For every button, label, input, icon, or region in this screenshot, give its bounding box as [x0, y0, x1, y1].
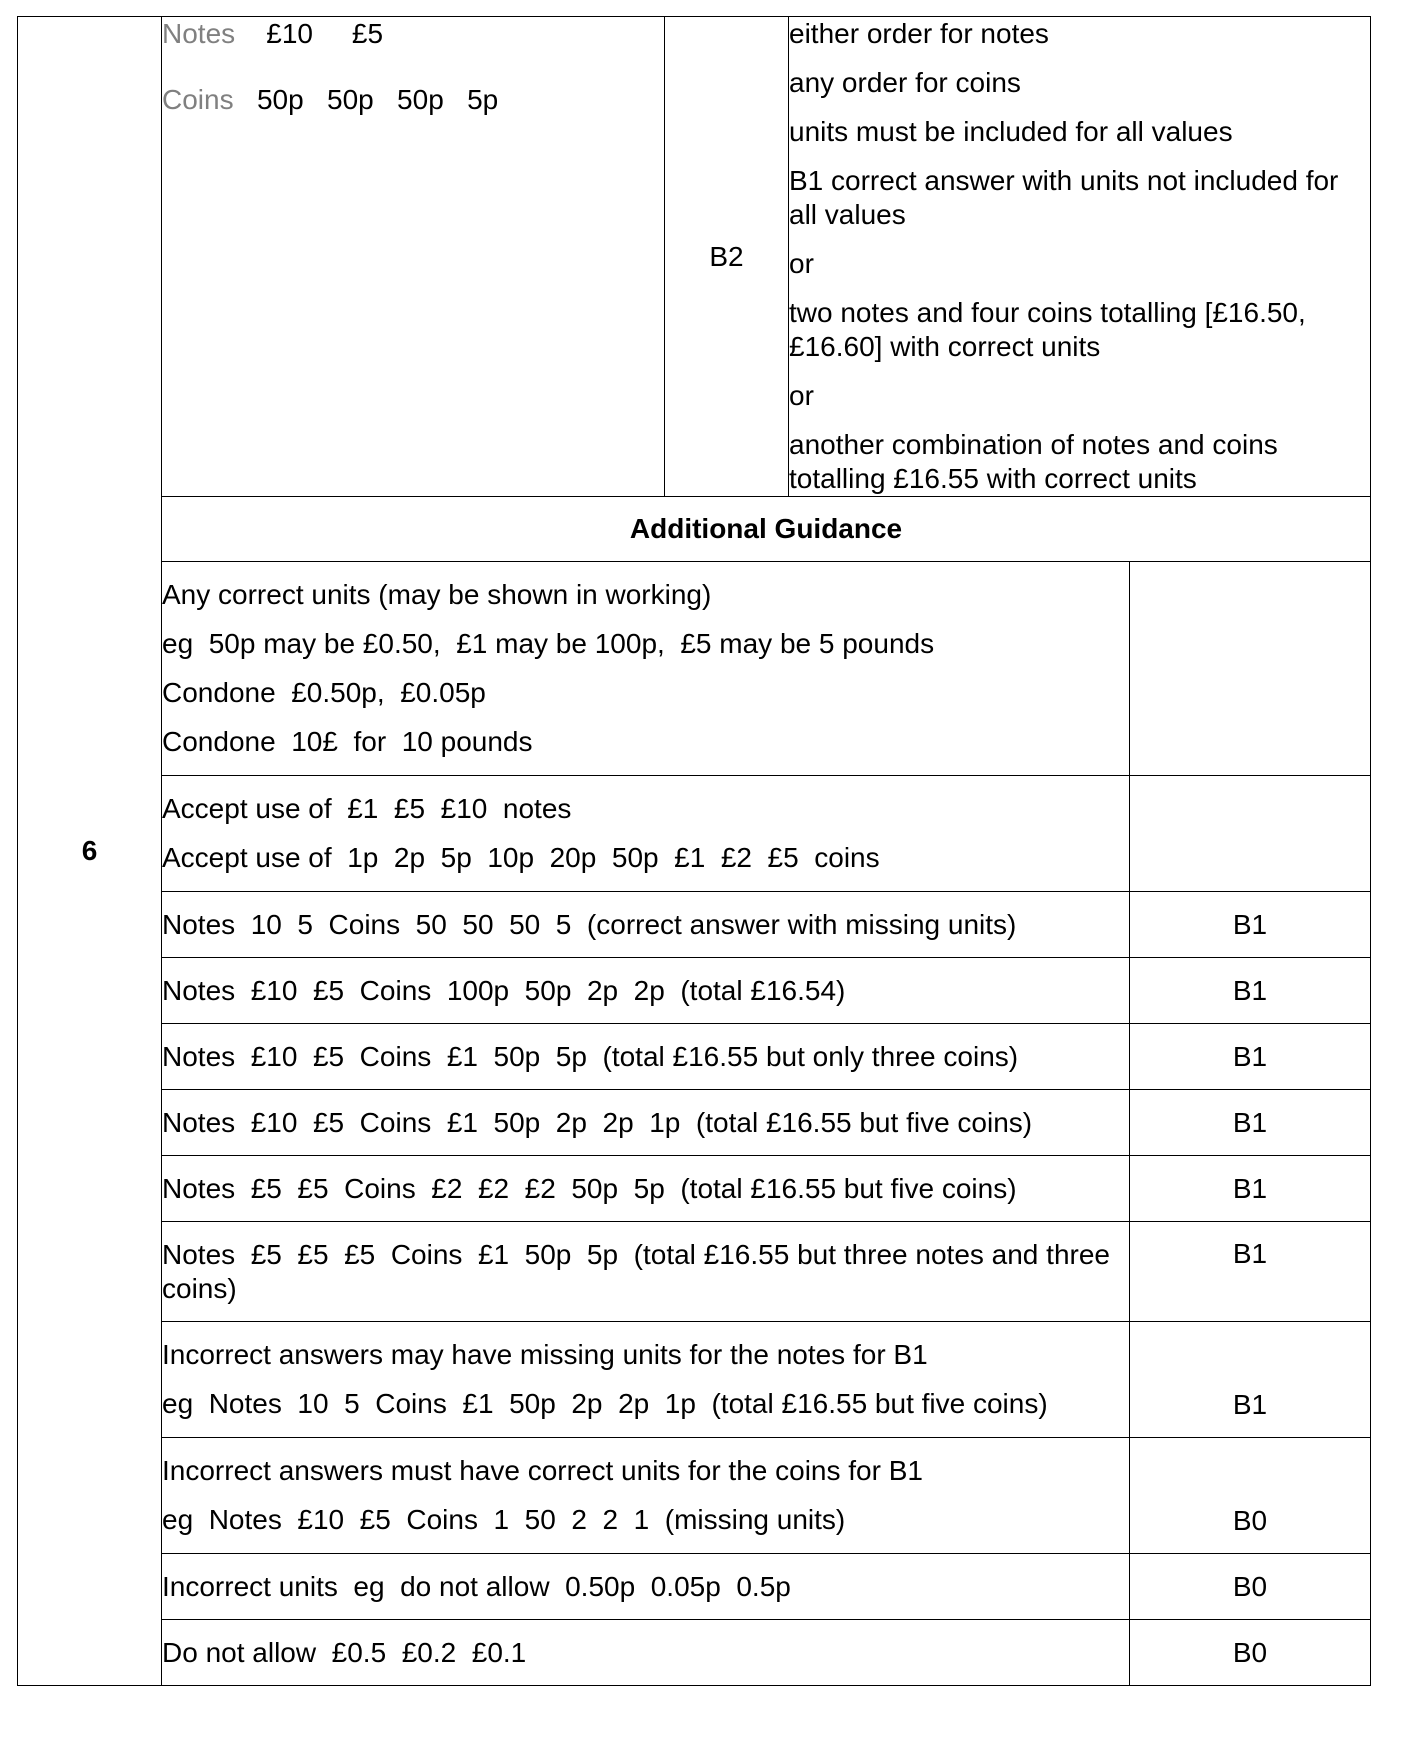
criterion: either order for notes [789, 18, 1049, 49]
guidance-mark: B0 [1130, 1438, 1371, 1554]
guidance-row [18, 1156, 1371, 1222]
guidance-text [162, 562, 1130, 776]
guidance-line: Incorrect answers may have missing units for the notes for B1 [162, 1339, 928, 1370]
guidance-row [18, 892, 1371, 958]
guidance-line: eg Notes 10 5 Coins £1 50p 2p 2p 1p (total £16.55 but five coins) [162, 1388, 1048, 1419]
guidance-line: Accept use of 1p 2p 5p 10p 20p 50p £1 £2 £5 coins [162, 842, 880, 873]
answer-cell [162, 17, 665, 497]
guidance-row [18, 1554, 1371, 1620]
guidance-title: Additional Guidance [162, 497, 1371, 562]
guidance-text [162, 1554, 1130, 1620]
guidance-line: Do not allow £0.5 £0.2 £0.1 [162, 1636, 527, 1668]
guidance-row [18, 1620, 1371, 1686]
guidance-line: Notes £5 £5 Coins £2 £2 £2 50p 5p (total £16.55 but five coins) [162, 1172, 1017, 1204]
guidance-row [18, 776, 1371, 892]
guidance-text [162, 1090, 1130, 1156]
guidance-mark: B1 [1130, 892, 1371, 958]
guidance-row [18, 1438, 1371, 1554]
coins-line [162, 83, 664, 149]
guidance-text [162, 892, 1130, 958]
guidance-row [18, 958, 1371, 1024]
guidance-line: Notes £10 £5 Coins £1 50p 2p 2p 1p (total £16.55 but five coins) [162, 1106, 1033, 1138]
guidance-line: Accept use of £1 £5 £10 notes [162, 793, 572, 824]
guidance-line: eg 50p may be £0.50, £1 may be 100p, £5 may be 5 pounds [162, 628, 935, 659]
guidance-line: Any correct units (may be shown in working) [162, 579, 712, 610]
coins-values: 50p 50p 50p 5p [256, 84, 499, 115]
criterion: another combination of notes and coins totalling £16.55 with correct units [789, 429, 1278, 494]
guidance-mark [1130, 562, 1371, 776]
guidance-text [162, 1322, 1130, 1438]
answer-row [18, 17, 1371, 497]
guidance-mark: B1 [1130, 1222, 1371, 1322]
guidance-mark: B1 [1130, 1024, 1371, 1090]
criterion: any order for coins [789, 67, 1021, 98]
guidance-mark [1130, 776, 1371, 892]
guidance-line: Incorrect units eg do not allow 0.50p 0.05p 0.5p [162, 1570, 791, 1602]
guidance-row [18, 1322, 1371, 1438]
guidance-mark: B1 [1130, 958, 1371, 1024]
guidance-text [162, 958, 1130, 1024]
guidance-line: eg Notes £10 £5 Coins 1 50 2 2 1 (missing units) [162, 1504, 846, 1535]
criterion: two notes and four coins totalling [£16.50, £16.60] with correct units [789, 297, 1306, 362]
coins-label: Coins [162, 84, 234, 115]
guidance-mark: B1 [1130, 1322, 1371, 1438]
guidance-line: Notes £10 £5 Coins £1 50p 5p (total £16.55 but only three coins) [162, 1040, 1019, 1072]
guidance-text [162, 1620, 1130, 1686]
guidance-line: Incorrect answers must have correct units for the coins for B1 [162, 1455, 923, 1486]
guidance-row [18, 562, 1371, 776]
guidance-line: Notes 10 5 Coins 50 50 50 5 (correct answer with missing units) [162, 908, 1017, 940]
guidance-mark: B0 [1130, 1554, 1371, 1620]
notes-line [162, 17, 664, 83]
question-number: 6 [18, 17, 162, 1686]
criterion: B1 correct answer with units not included for all values [789, 165, 1339, 230]
criterion: or [789, 380, 814, 411]
guidance-row [18, 1090, 1371, 1156]
criterion: or [789, 248, 814, 279]
guidance-text [162, 1438, 1130, 1554]
guidance-mark: B1 [1130, 1090, 1371, 1156]
guidance-line: Condone 10£ for 10 pounds [162, 726, 533, 757]
guidance-text [162, 1024, 1130, 1090]
guidance-row [18, 1222, 1371, 1322]
mark-scheme-table [17, 16, 1371, 1686]
guidance-line: Notes £5 £5 £5 Coins £1 50p 5p (total £16.55 but three notes and three coins) [162, 1238, 1118, 1304]
mark-cell: B2 [665, 17, 789, 497]
guidance-header-row [18, 497, 1371, 562]
criteria-cell [789, 17, 1371, 497]
criterion: units must be included for all values [789, 116, 1233, 147]
guidance-mark: B0 [1130, 1620, 1371, 1686]
guidance-text [162, 1222, 1130, 1322]
notes-values: £10 £5 [266, 18, 384, 49]
notes-label: Notes [162, 18, 236, 49]
guidance-line: Condone £0.50p, £0.05p [162, 677, 486, 708]
guidance-text [162, 1156, 1130, 1222]
guidance-row [18, 1024, 1371, 1090]
guidance-mark: B1 [1130, 1156, 1371, 1222]
guidance-text [162, 776, 1130, 892]
guidance-line: Notes £10 £5 Coins 100p 50p 2p 2p (total £16.54) [162, 974, 846, 1006]
